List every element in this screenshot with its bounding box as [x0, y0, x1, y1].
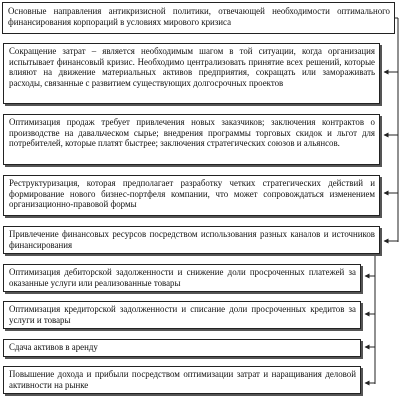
item-restructuring: Реструктуризация, которая предполагает разработку четких стратегических действий и формирование нового бизнес-портфеля компании, что может сопровождаться изменением организационно-правовой формы	[3, 175, 380, 216]
item-financial-resources: Привлечение финансовых ресурсов посредством использования разных каналов и источников финансирования	[3, 226, 380, 254]
item-cost-reduction: Сокращение затрат – является необходимым шагом в той ситуации, когда организация испытывает финансовый кризис. Необходимо централизовать принятие всех решений, которые влияют на движение материальных активов предприятия, сокращать или замораживать расходы, связанные с развитием существующих долгосрочных проектов	[3, 43, 380, 104]
item-receivables: Оптимизация дебиторской задолженности и снижение доли просроченных платежей за оказанные услуги или реализованные товары	[3, 264, 361, 292]
header-box: Основные направления антикризисной политики, отвечающей необходимости оптимального финансирования корпораций в условиях мирового кризиса	[2, 2, 395, 34]
item-payables: Оптимизация кредиторской задолженности и списание доли просроченных кредитов за услуги и товары	[3, 301, 361, 329]
item-sales-optimization: Оптимизация продаж требует привлечения новых заказчиков; заключения контрактов о производстве на давальческом сырье; внедрения программы торговых скидок и льгот для потребителей, которые платят быстрее; заключения стратегических союзов и альянсов.	[3, 114, 380, 165]
item-asset-lease: Сдача активов в аренду	[3, 339, 361, 357]
item-income-growth: Повышение дохода и прибыли посредством оптимизации затрат и наращивания деловой активности на рынке	[3, 366, 361, 394]
